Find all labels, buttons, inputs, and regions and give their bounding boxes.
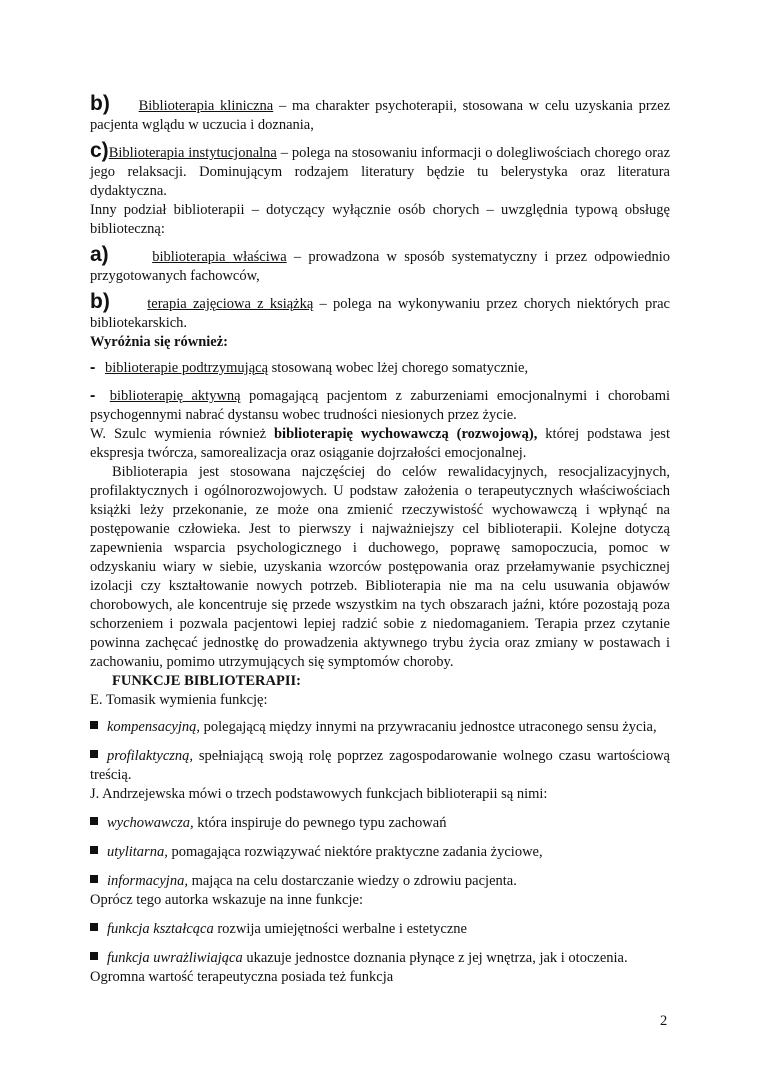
funkcje-heading: FUNKCJE BIBLIOTERAPII: (112, 673, 301, 689)
bullet-term: profilaktyczną, (107, 748, 194, 764)
dash-text: stosowaną wobec lżej chorego somatycznie, (268, 360, 529, 376)
square-bullet-icon (90, 846, 98, 854)
item-text: – prowadzona w sposób systematyczny i przez odpowiednio przygotowanych fachowców, (90, 249, 671, 284)
item-term: biblioterapia właściwa (152, 249, 287, 265)
bullet-term: kompensacyjną, (107, 719, 201, 735)
dash-marker: - (90, 387, 96, 404)
bullet-text: spełniającą swoją rolę poprzez zagospodarowanie wolnego czasu wartościową treścią. (90, 748, 670, 783)
item-b-zajeciowa (90, 292, 670, 333)
bullet-term: utylitarna, (107, 844, 168, 860)
bullet-profilaktyczna (90, 747, 670, 785)
bullet-text: mająca na celu dostarczanie wiedzy o zdrowiu pacjenta. (187, 873, 517, 889)
bullet-informacyjna (90, 872, 670, 891)
bullet-text: pomagająca rozwiązywać niektóre praktyczne zadania życiowe, (167, 844, 543, 860)
item-term: Biblioterapia instytucjonalna (108, 145, 277, 161)
bullet-text: która inspiruje do pewnego typu zachowań (193, 815, 447, 831)
item-letter: b) (90, 92, 110, 115)
wyroznia-heading: Wyróżnia się również: (90, 334, 228, 350)
bullet-text: ukazuje jednostce doznania płynące z jej wnętrza, jak i otoczenia. (242, 950, 628, 966)
bullet-term: funkcja uwrażliwiająca (107, 950, 243, 966)
bullet-uwrazliwiajaca (90, 949, 670, 968)
szulc-intro: W. Szulc wymienia również (90, 426, 274, 442)
dash-item-podtrzymujaca (90, 358, 670, 378)
item-term: Biblioterapia kliniczna (138, 98, 274, 114)
square-bullet-icon (90, 952, 98, 960)
szulc-bold-term: biblioterapię wychowawczą (rozwojową), (273, 426, 538, 442)
bullet-kompensacyjna (90, 718, 670, 737)
inny-podzial-text: Inny podział biblioterapii – dotyczący wyłącznie osób chorych – uwzględnia typową obsługę biblioteczną: (90, 202, 670, 237)
square-bullet-icon (90, 721, 98, 729)
document-body (90, 94, 670, 987)
square-bullet-icon (90, 817, 98, 825)
item-letter: a) (90, 243, 109, 266)
item-a-wlasciwa (90, 245, 670, 286)
szulc-rest: której podstawa jest ekspresja twórcza, samorealizacja oraz osiąganie dojrzałości emocjonalnej. (90, 426, 670, 461)
ogromna-text: Ogromna wartość terapeutyczna posiada też funkcja (90, 969, 394, 985)
page-number: 2 (660, 1013, 668, 1029)
bullet-term: funkcja kształcąca (107, 921, 214, 937)
dash-text: pomagającą pacjentom z zaburzeniami emocjonalnymi i chorobami psychogennymi nabrać dystansu wobec trudności niesionych przez życie. (90, 388, 671, 423)
main-paragraph: Biblioterapia jest stosowana najczęściej do celów rewalidacyjnych, resocjalizacyjnych, profilaktycznych i ogólnorozwojowych. U podstaw założenia o terapeutycznych właściwościach książki leży przekonanie, ze może ona zmienić rzeczywistość wychowawczą i wpłynąć na postępowanie człowieka. Jest to pierwszy i najważniejszy cel biblioterapii. Kolejne dotyczą zapewnienia wsparcia psychologicznego i duchowego, poprawę samopoczucia, pomoc w odzyskaniu wiary w siebie, uzyskania wzorców postępowania oraz przełamywanie psychicznej izolacji czy kształtowanie nowych potrzeb. Biblioterapia nie ma na celu usuwania objawów chorobowych, ale koncentruje się przede wszystkim na tych obszarach jaźni, które pozostają poza schorzeniem i pozwala pacjentowi lepiej radzić sobie z niedomaganiem. Terapia przez czytanie powinna zachęcać jednostkę do prowadzenia aktywnego trybu życia oraz zmiany w postawach i zachowaniu, pomimo utrzymujących się symptomów choroby. (90, 464, 670, 670)
item-text: – polega na stosowaniu informacji o dolegliwościach chorego oraz jego relaksacji. Dominującym rodzajem literatury będzie tu belerystyka oraz literatura dydaktyczna. (90, 145, 671, 199)
dash-marker: - (90, 359, 96, 376)
andrzejewska-intro: J. Andrzejewska mówi o trzech podstawowych funkcjach biblioterapii są nimi: (90, 786, 548, 802)
bullet-utylitarna (90, 843, 670, 862)
item-text: – polega na wykonywaniu przez chorych niektórych prac bibliotekarskich. (90, 296, 670, 331)
item-c-instytucjonalna (90, 141, 670, 201)
square-bullet-icon (90, 923, 98, 931)
tomasik-intro: E. Tomasik wymienia funkcję: (90, 692, 268, 708)
dash-item-aktywna (90, 386, 670, 425)
item-letter: c) (90, 139, 109, 162)
item-text: – ma charakter psychoterapii, stosowana w celu uzyskania przez pacjenta wglądu w uczucia i doznania, (90, 98, 671, 133)
dash-term: biblioterapie podtrzymującą (104, 360, 269, 376)
szulc-paragraph (90, 425, 670, 463)
dash-term: biblioterapię aktywną (109, 388, 241, 404)
item-letter: b) (90, 290, 110, 313)
oprocz-intro: Oprócz tego autorka wskazuje na inne funkcje: (90, 892, 363, 908)
item-term: terapia zajęciowa z książką (147, 296, 314, 312)
bullet-text: polegającą między innymi na przywracaniu jednostce utraconego sensu życia, (200, 719, 657, 735)
bullet-ksztalcaca (90, 920, 670, 939)
bullet-term: informacyjna, (107, 873, 188, 889)
bullet-term: wychowawcza, (107, 815, 194, 831)
square-bullet-icon (90, 750, 98, 758)
bullet-text: rozwija umiejętności werbalne i estetyczne (213, 921, 467, 937)
bullet-wychowawcza (90, 814, 670, 833)
square-bullet-icon (90, 875, 98, 883)
item-b-kliniczna (90, 94, 670, 135)
